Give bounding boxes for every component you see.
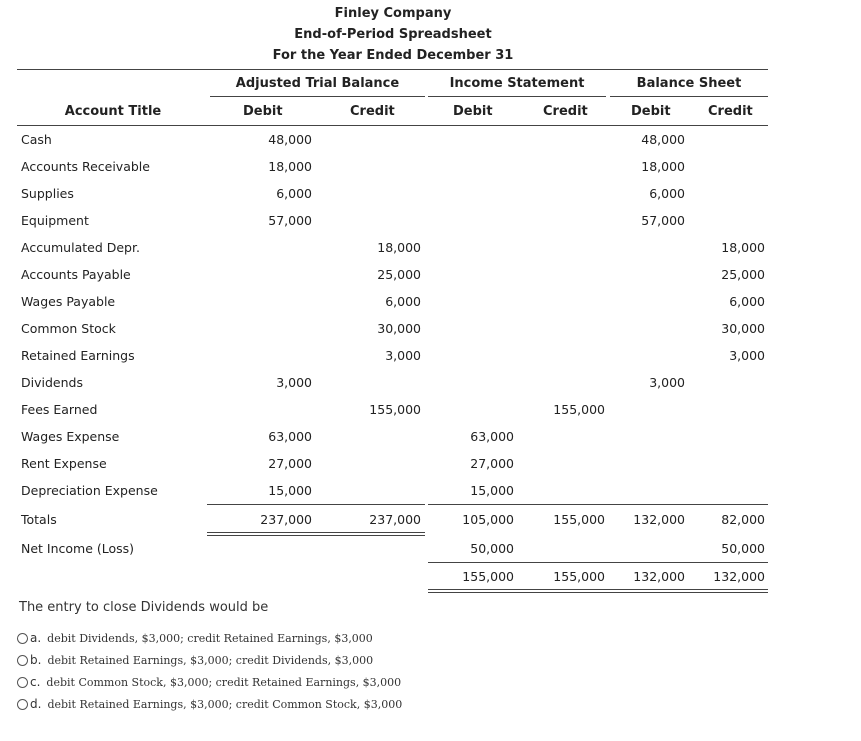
col-atb-debit: Debit	[243, 104, 283, 119]
cell-bs-debit: 18,000	[641, 159, 685, 174]
option-b[interactable]	[17, 653, 373, 667]
radio-icon[interactable]	[17, 699, 28, 710]
cell-atb-debit: 15,000	[268, 483, 312, 498]
group-underline-atb	[210, 96, 425, 97]
final-bs-credit: 132,000	[713, 569, 765, 584]
header-rule	[17, 69, 768, 70]
group-income-statement: Income Statement	[449, 76, 585, 91]
cell-atb-credit: 155,000	[369, 402, 421, 417]
col-is-credit: Credit	[543, 104, 588, 119]
cell-is-debit: 63,000	[470, 429, 514, 444]
option-text: debit Retained Earnings, $3,000; credit Common Stock, $3,000	[47, 697, 403, 711]
totals-atb-debit: 237,000	[260, 512, 312, 527]
group-balance-sheet: Balance Sheet	[636, 76, 742, 91]
cell-bs-credit: 3,000	[729, 348, 765, 363]
cell-is-credit: 155,000	[553, 402, 605, 417]
column-header-rule	[17, 125, 768, 126]
cell-bs-credit: 30,000	[721, 321, 765, 336]
cell-atb-debit: 3,000	[276, 375, 312, 390]
col-account-title: Account Title	[64, 104, 162, 119]
account-title-cell: Accounts Receivable	[21, 159, 150, 174]
cell-atb-credit: 25,000	[377, 267, 421, 282]
account-title-cell: Cash	[21, 132, 52, 147]
atb-double-rule-2	[207, 535, 425, 536]
cell-bs-debit: 6,000	[649, 186, 685, 201]
cell-atb-debit: 57,000	[268, 213, 312, 228]
cell-bs-debit: 57,000	[641, 213, 685, 228]
cell-atb-debit: 63,000	[268, 429, 312, 444]
totals-bs-credit: 82,000	[721, 512, 765, 527]
col-bs-debit: Debit	[631, 104, 671, 119]
option-text: debit Common Stock, $3,000; credit Retained Earnings, $3,000	[46, 675, 402, 689]
account-title-cell: Wages Expense	[21, 429, 120, 444]
report-title: End-of-Period Spreadsheet	[294, 27, 492, 42]
group-underline-bs	[610, 96, 768, 97]
final-is-credit: 155,000	[553, 569, 605, 584]
final-double-rule-2	[428, 592, 768, 593]
cell-atb-credit: 18,000	[377, 240, 421, 255]
account-title-cell: Accounts Payable	[21, 267, 131, 282]
group-adjusted-trial-balance: Adjusted Trial Balance	[235, 76, 400, 91]
cell-atb-debit: 6,000	[276, 186, 312, 201]
account-title-cell: Supplies	[21, 186, 74, 201]
totals-label: Totals	[21, 512, 57, 527]
option-a[interactable]	[17, 631, 373, 645]
col-is-debit: Debit	[453, 104, 493, 119]
net-income-is-debit: 50,000	[470, 541, 514, 556]
question-prompt: The entry to close Dividends would be	[19, 600, 269, 615]
cell-bs-debit: 48,000	[641, 132, 685, 147]
account-title-cell: Equipment	[21, 213, 89, 228]
totals-rule-is-bs	[428, 504, 768, 505]
option-letter: a.	[30, 631, 42, 645]
company-name: Finley Company	[334, 6, 452, 21]
option-text: debit Retained Earnings, $3,000; credit Dividends, $3,000	[47, 653, 374, 667]
cell-atb-debit: 48,000	[268, 132, 312, 147]
final-double-rule-1	[428, 589, 768, 590]
totals-bs-debit: 132,000	[633, 512, 685, 527]
option-d[interactable]	[17, 697, 402, 711]
final-is-debit: 155,000	[462, 569, 514, 584]
report-period: For the Year Ended December 31	[272, 48, 514, 63]
final-bs-debit: 132,000	[633, 569, 685, 584]
option-letter: d.	[30, 697, 42, 711]
account-title-cell: Fees Earned	[21, 402, 98, 417]
account-title-cell: Common Stock	[21, 321, 116, 336]
account-title-cell: Accumulated Depr.	[21, 240, 140, 255]
account-title-cell: Retained Earnings	[21, 348, 135, 363]
cell-bs-credit: 6,000	[729, 294, 765, 309]
account-title-cell: Wages Payable	[21, 294, 116, 309]
totals-is-credit: 155,000	[553, 512, 605, 527]
cell-bs-debit: 3,000	[649, 375, 685, 390]
account-title-cell: Rent Expense	[21, 456, 107, 471]
option-letter: c.	[30, 675, 41, 689]
cell-is-debit: 27,000	[470, 456, 514, 471]
cell-bs-credit: 18,000	[721, 240, 765, 255]
radio-icon[interactable]	[17, 633, 28, 644]
cell-bs-credit: 25,000	[721, 267, 765, 282]
cell-atb-credit: 30,000	[377, 321, 421, 336]
cell-atb-debit: 27,000	[268, 456, 312, 471]
col-bs-credit: Credit	[708, 104, 753, 119]
cell-is-debit: 15,000	[470, 483, 514, 498]
net-income-label: Net Income (Loss)	[21, 541, 135, 556]
net-income-rule	[428, 562, 768, 563]
col-atb-credit: Credit	[350, 104, 395, 119]
option-letter: b.	[30, 653, 42, 667]
radio-icon[interactable]	[17, 655, 28, 666]
group-underline-is	[428, 96, 606, 97]
option-c[interactable]	[17, 675, 401, 689]
cell-atb-debit: 18,000	[268, 159, 312, 174]
totals-rule-atb	[207, 504, 425, 505]
net-income-bs-credit: 50,000	[721, 541, 765, 556]
cell-atb-credit: 3,000	[385, 348, 421, 363]
account-title-cell: Depreciation Expense	[21, 483, 158, 498]
cell-atb-credit: 6,000	[385, 294, 421, 309]
totals-atb-credit: 237,000	[369, 512, 421, 527]
atb-double-rule-1	[207, 532, 425, 533]
account-title-cell: Dividends	[21, 375, 83, 390]
radio-icon[interactable]	[17, 677, 28, 688]
option-text: debit Dividends, $3,000; credit Retained Earnings, $3,000	[47, 631, 373, 645]
totals-is-debit: 105,000	[462, 512, 514, 527]
